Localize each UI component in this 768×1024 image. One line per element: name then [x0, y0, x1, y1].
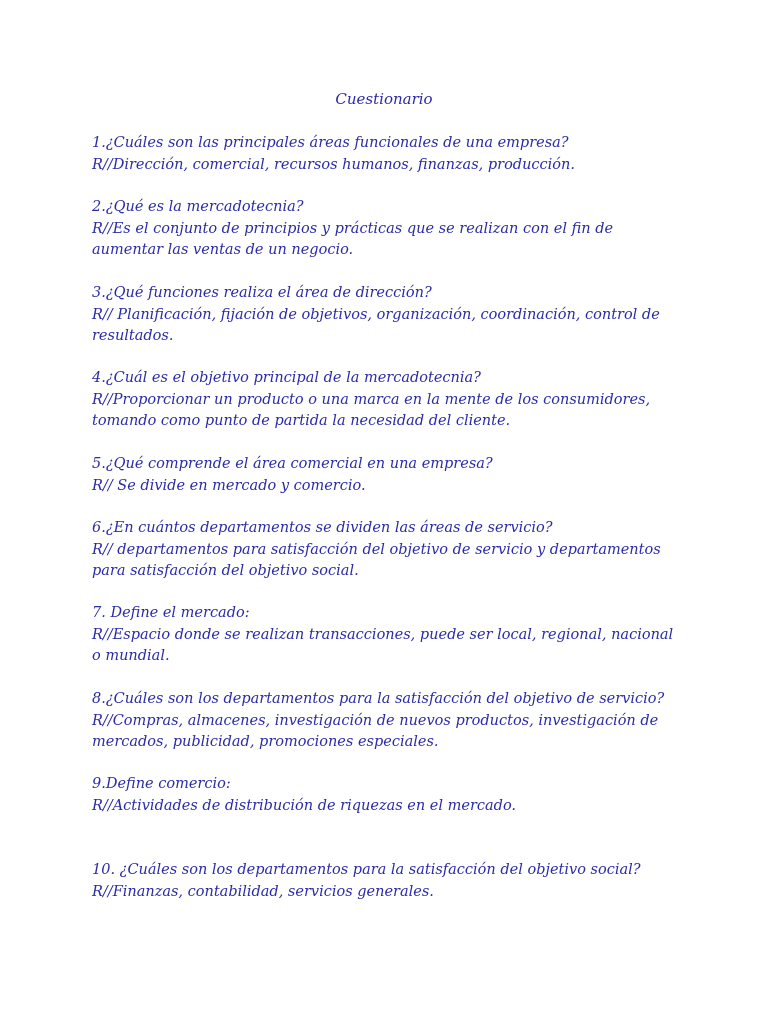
answer-text: R//Dirección, comercial, recursos humanos, finanzas, producción. — [92, 156, 575, 173]
question-text: 9.Define comercio: — [92, 776, 231, 792]
qa-item-1 — [92, 133, 692, 176]
qa-item-2 — [92, 197, 692, 262]
question-text: 2.¿Qué es la mercadotecnia? — [92, 199, 304, 215]
answer-text: R//Actividades de distribución de riquezas en el mercado. — [92, 797, 517, 814]
answer-text: R//Proporcionar un producto o una marca en la mente de los consumidores, tomando como punto de partida la necesidad del cliente. — [92, 391, 651, 429]
answer-text: R// departamentos para satisfacción del objetivo de servicio y departamentos para satisfacción del objetivo social. — [92, 541, 661, 579]
question-text: 6.¿En cuántos departamentos se dividen las áreas de servicio? — [92, 520, 553, 536]
answer-text: R// Se divide en mercado y comercio. — [92, 477, 366, 494]
page-title: Cuestionario — [335, 90, 433, 108]
question-text: 7. Define el mercado: — [92, 605, 250, 621]
qa-item-10 — [92, 860, 692, 903]
qa-item-7 — [92, 603, 692, 668]
qa-item-4 — [92, 368, 692, 433]
answer-text: R//Espacio donde se realizan transacciones, puede ser local, regional, nacional o mundial. — [92, 626, 674, 664]
qa-item-9 — [92, 774, 692, 817]
answer-text: R//Finanzas, contabilidad, servicios generales. — [92, 883, 434, 900]
question-text: 4.¿Cuál es el objetivo principal de la mercadotecnia? — [92, 370, 481, 386]
qa-item-5 — [92, 454, 692, 497]
question-text: 1.¿Cuáles son las principales áreas funcionales de una empresa? — [92, 135, 569, 151]
qa-item-6 — [92, 518, 692, 583]
answer-text: R//Compras, almacenes, investigación de nuevos productos, investigación de mercados, publicidad, promociones especiales. — [92, 712, 659, 750]
question-text: 5.¿Qué comprende el área comercial en una empresa? — [92, 456, 493, 472]
question-text: 8.¿Cuáles son los departamentos para la satisfacción del objetivo de servicio? — [92, 691, 665, 707]
qa-item-8 — [92, 689, 692, 754]
question-text: 3.¿Qué funciones realiza el área de dirección? — [92, 285, 432, 301]
qa-item-3 — [92, 283, 692, 348]
answer-text: R// Planificación, fijación de objetivos, organización, coordinación, control de resultados. — [92, 306, 660, 344]
answer-text: R//Es el conjunto de principios y prácticas que se realizan con el fin de aumentar las ventas de un negocio. — [92, 220, 614, 258]
question-text: 10. ¿Cuáles son los departamentos para la satisfacción del objetivo social? — [92, 862, 641, 878]
